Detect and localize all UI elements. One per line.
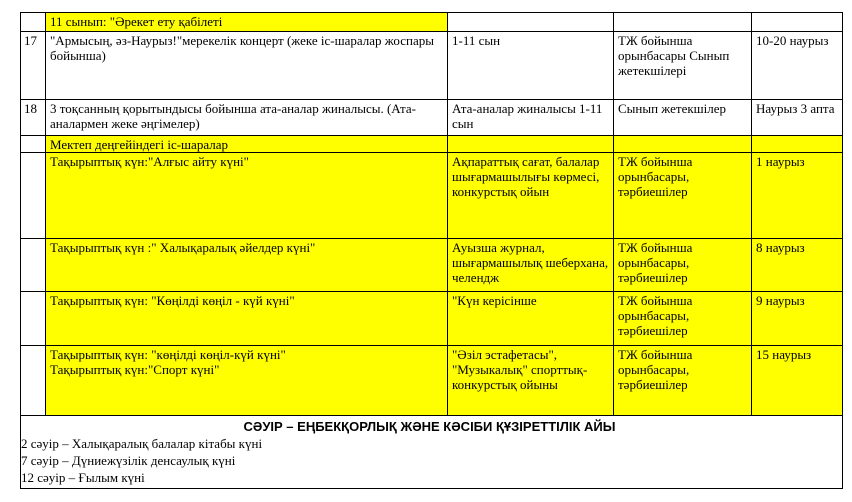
responsible-cell: ТЖ бойынша орынбасары, тәрбиешілер	[614, 292, 752, 346]
cell-empty	[21, 136, 46, 153]
table-row	[21, 13, 843, 32]
responsible-cell: Сынып жетекшілер	[614, 100, 752, 136]
date-cell: 9 наурыз	[752, 292, 843, 346]
cell-empty	[21, 292, 46, 346]
row-number: 18	[21, 100, 46, 136]
event-cell: Тақырыптық күн: "Көңілді көңіл - күй күні"	[46, 292, 448, 346]
participants-cell: Ата-аналар жиналысы 1-11 сын	[448, 100, 614, 136]
responsible-cell: ТЖ бойынша орынбасары Сынып жетекшілері	[614, 32, 752, 100]
cell-empty	[448, 13, 614, 32]
form-cell: "Әзіл эстафетасы", "Музыкалық" спорттық-конкурстық ойыны	[448, 346, 614, 416]
april-title: СӘУІР – ЕҢБЕКҚОРЛЫҚ ЖӘНЕ КӘСІБИ ҚҰЗІРЕТТІЛІК АЙЫ	[243, 419, 616, 434]
table-row	[21, 153, 843, 239]
cell-empty	[752, 136, 843, 153]
participants-cell: 1-11 сын	[448, 32, 614, 100]
april-section	[21, 416, 843, 489]
row-number: 17	[21, 32, 46, 100]
list-item: 12 сәуір – Ғылым күні	[21, 470, 145, 485]
list-item: 2 сәуір – Халықаралық балалар кітабы күні	[21, 436, 263, 451]
date-cell: Наурыз 3 апта	[752, 100, 843, 136]
cell-empty	[614, 13, 752, 32]
table-row	[21, 416, 843, 489]
table-row	[21, 346, 843, 416]
cell-empty	[21, 239, 46, 292]
responsible-cell: ТЖ бойынша орынбасары, тәрбиешілер	[614, 346, 752, 416]
event-cell: "Армысың, әз-Наурыз!"мерекелік концерт (жеке іс-шаралар жоспары бойынша)	[46, 32, 448, 100]
grade-11-heading: 11 сынып: "Әрекет ету қабілеті	[46, 13, 448, 32]
cell-empty	[614, 136, 752, 153]
cell-empty	[21, 13, 46, 32]
school-level-heading: Мектеп деңгейіндегі іс-шаралар	[46, 136, 448, 153]
event-cell: Тақырыптық күн :" Халықаралық әйелдер күні"	[46, 239, 448, 292]
event-cell: Тақырыптық күн:"Алғыс айту күні"	[46, 153, 448, 239]
date-cell: 15 наурыз	[752, 346, 843, 416]
cell-empty	[448, 136, 614, 153]
cell-empty	[21, 346, 46, 416]
date-cell: 1 наурыз	[752, 153, 843, 239]
responsible-cell: ТЖ бойынша орынбасары, тәрбиешілер	[614, 239, 752, 292]
list-item: 7 сәуір – Дүниежүзілік денсаулық күні	[21, 453, 236, 468]
event-line: Тақырыптық күн: "көңілді көңіл-күй күні"	[50, 347, 286, 362]
date-cell: 10-20 наурыз	[752, 32, 843, 100]
table-row	[21, 136, 843, 153]
cell-empty	[21, 153, 46, 239]
cell-empty	[752, 13, 843, 32]
plan-table	[20, 12, 843, 489]
responsible-cell: ТЖ бойынша орынбасары, тәрбиешілер	[614, 153, 752, 239]
event-cell	[46, 346, 448, 416]
date-cell: 8 наурыз	[752, 239, 843, 292]
event-cell: 3 тоқсанның қорытындысы бойынша ата-аналар жиналысы. (Ата-аналармен жеке әңгімелер)	[46, 100, 448, 136]
form-cell: Ақпараттық сағат, балалар шығармашылығы көрмесі, конкурстық ойын	[448, 153, 614, 239]
table-row	[21, 239, 843, 292]
form-cell: Ауызша журнал, шығармашылық шеберхана, челендж	[448, 239, 614, 292]
form-cell: "Күн керісінше	[448, 292, 614, 346]
event-line: Тақырыптық күн:"Спорт күні"	[50, 362, 220, 377]
table-row	[21, 292, 843, 346]
table-row	[21, 100, 843, 136]
table-row	[21, 32, 843, 100]
